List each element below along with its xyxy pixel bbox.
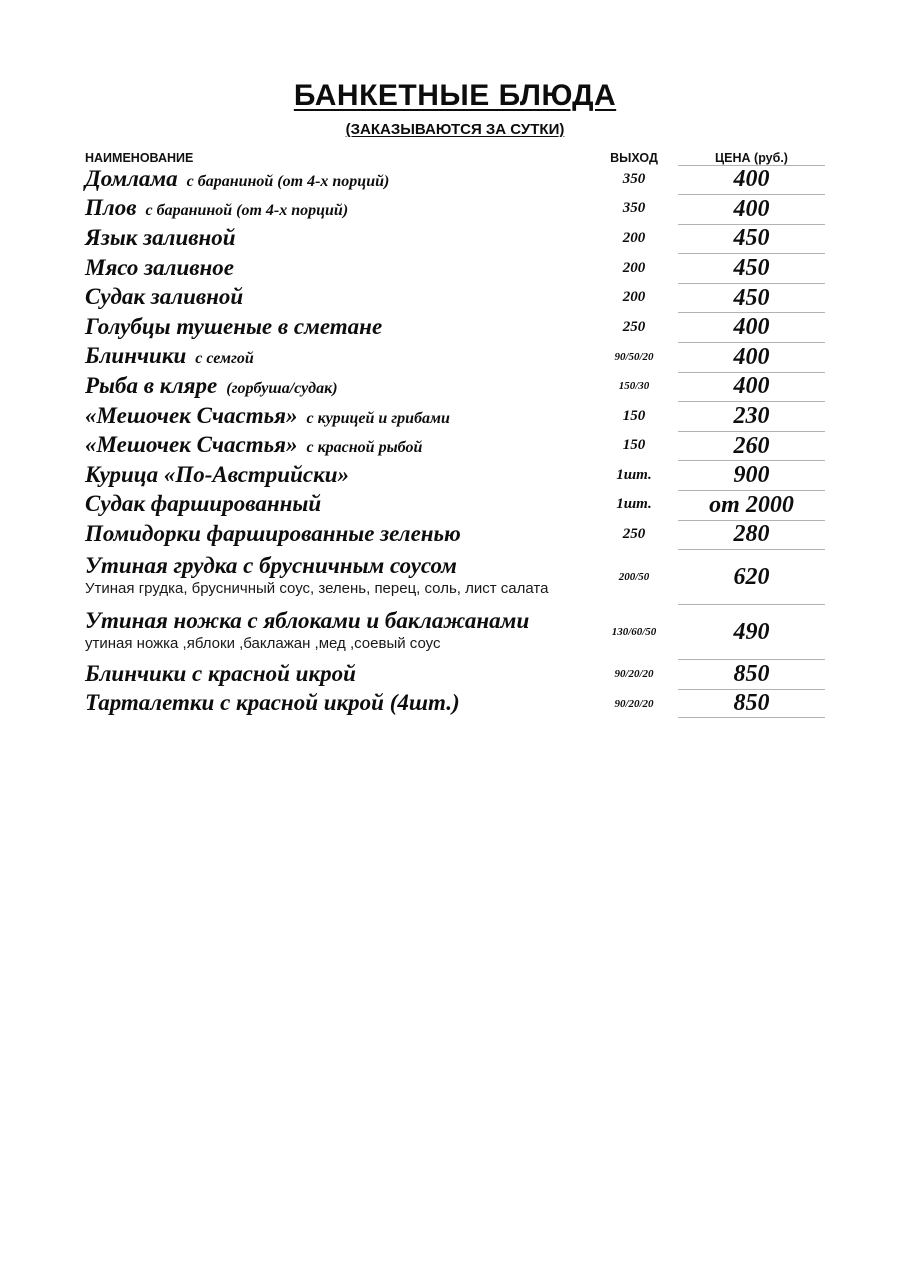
table-row: [85, 372, 825, 402]
dish-modifier: (горбуша/судак): [226, 380, 338, 398]
dish-name-line: [85, 609, 590, 634]
dish-name-line: [85, 433, 590, 458]
menu-content: [85, 80, 825, 718]
portion-value: 250: [622, 318, 646, 335]
dish-name: Домлама: [85, 165, 178, 191]
table-row: [85, 312, 825, 342]
table-row: [85, 283, 825, 313]
dish-name: Курица «По-Австрийски»: [85, 461, 350, 487]
dish-modifier: с красной рыбой: [306, 439, 423, 457]
column-header-name: НАИМЕНОВАНИЕ: [85, 150, 194, 165]
dish-name-cell: [85, 604, 590, 659]
table-row: [85, 490, 825, 520]
price-value: 400: [678, 194, 825, 224]
price-value: 450: [678, 283, 825, 313]
dish-name: Блинчики с красной икрой: [85, 660, 356, 686]
portion-value: 200: [622, 229, 646, 246]
dish-name: Утиная ножка с яблоками и баклажанами: [85, 608, 530, 634]
price-value: 450: [678, 224, 825, 254]
price-value: 490: [678, 604, 825, 659]
price-value: 400: [678, 342, 825, 372]
dish-name-cell: [85, 490, 590, 520]
dish-name-cell: [85, 165, 590, 195]
portion-value: 200/50: [618, 570, 650, 583]
dish-modifier: с курицей и грибами: [306, 409, 450, 427]
table-row: [85, 659, 825, 689]
dish-name-line: [85, 285, 590, 310]
table-header-row: [85, 145, 825, 165]
portion-value: 350: [622, 200, 646, 217]
dish-name: Помидорки фаршированные зеленью: [85, 521, 461, 546]
portion-value: 350: [622, 170, 646, 187]
dish-name-cell: [85, 520, 590, 550]
dish-name: Мясо заливное: [85, 254, 235, 280]
menu-table: [85, 165, 825, 719]
price-value: 850: [678, 659, 825, 689]
price-value: 450: [678, 253, 825, 283]
table-row: [85, 431, 825, 461]
dish-name-cell: [85, 253, 590, 283]
dish-name-line: [85, 404, 590, 429]
table-row: [85, 460, 825, 490]
price-value: 400: [678, 372, 825, 402]
dish-name-cell: [85, 549, 590, 604]
portion-value: 200: [622, 289, 646, 306]
table-row: [85, 165, 825, 195]
dish-name-cell: [85, 689, 590, 719]
dish-name-cell: [85, 342, 590, 372]
dish-name: «Мешочек Счастья»: [85, 402, 298, 428]
table-row: [85, 549, 825, 604]
dish-name-line: [85, 492, 590, 517]
price-value: 230: [678, 401, 825, 431]
dish-description: Утиная грудка, брусничный соус, зелень, перец, соль, лист салата: [85, 580, 549, 598]
dish-name-cell: [85, 194, 590, 224]
dish-name-cell: [85, 224, 590, 254]
dish-name-cell: [85, 401, 590, 431]
portion-value: 250: [622, 525, 646, 542]
dish-name-line: [85, 167, 590, 192]
column-header-price: ЦЕНА (руб.): [715, 150, 788, 165]
price-value: 900: [678, 460, 825, 490]
dish-modifier: с бараниной (от 4-х порций): [145, 202, 349, 220]
table-row: [85, 604, 825, 659]
dish-name-line: [85, 662, 590, 687]
dish-name-line: [85, 522, 590, 547]
dish-name-cell: [85, 431, 590, 461]
table-row: [85, 194, 825, 224]
dish-name-line: [85, 463, 590, 488]
price-value: от 2000: [678, 490, 825, 520]
dish-name-cell: [85, 460, 590, 490]
dish-name-line: [85, 691, 590, 716]
portion-value: 1шт.: [616, 466, 652, 483]
dish-name: Плов: [85, 195, 137, 221]
dish-name-line: [85, 554, 590, 579]
price-value: 260: [678, 431, 825, 461]
table-row: [85, 224, 825, 254]
dish-name: Блинчики: [85, 343, 187, 369]
portion-value: 1шт.: [616, 496, 652, 513]
dish-name-line: [85, 196, 590, 221]
column-header-portion: ВЫХОД: [610, 150, 658, 165]
dish-name: «Мешочек Счастья»: [85, 432, 298, 458]
portion-value: 150/30: [618, 380, 650, 393]
dish-name-cell: [85, 312, 590, 342]
dish-name-line: [85, 256, 590, 281]
table-row: [85, 401, 825, 431]
dish-name: Тарталетки с красной икрой (4шт.): [85, 690, 460, 716]
portion-value: 150: [622, 437, 646, 454]
table-row: [85, 253, 825, 283]
dish-name-cell: [85, 283, 590, 313]
page-subtitle: (ЗАКАЗЫВАЮТСЯ ЗА СУТКИ): [345, 120, 565, 138]
dish-name: Утиная грудка с брусничным соусом: [85, 553, 457, 579]
dish-name-line: [85, 226, 590, 251]
dish-name-cell: [85, 659, 590, 689]
page-title: БАНКЕТНЫЕ БЛЮДА: [293, 79, 617, 112]
price-value: 400: [678, 312, 825, 342]
dish-modifier: с бараниной (от 4-х порций): [186, 172, 390, 190]
dish-name-cell: [85, 372, 590, 402]
price-value: 620: [678, 549, 825, 604]
dish-description: утиная ножка ,яблоки ,баклажан ,мед ,соевый соус: [85, 635, 441, 653]
table-row: [85, 342, 825, 372]
portion-value: 90/50/20: [614, 350, 654, 363]
portion-value: 90/20/20: [614, 668, 654, 681]
dish-name: Язык заливной: [85, 225, 236, 251]
dish-name-line: [85, 315, 590, 340]
portion-value: 90/20/20: [614, 697, 654, 710]
table-row: [85, 689, 825, 719]
dish-name-line: [85, 344, 590, 369]
portion-value: 200: [622, 259, 646, 276]
portion-value: 130/60/50: [611, 625, 657, 638]
dish-modifier: с семгой: [195, 350, 254, 368]
dish-name: Судак фаршированный: [85, 491, 322, 517]
price-value: 850: [678, 689, 825, 719]
price-value: 280: [678, 520, 825, 550]
table-row: [85, 520, 825, 550]
dish-name: Судак заливной: [85, 284, 244, 310]
price-value: 400: [678, 165, 825, 195]
portion-value: 150: [622, 407, 646, 424]
dish-name-line: [85, 374, 590, 399]
dish-name: Голубцы тушеные в сметане: [85, 313, 383, 339]
dish-name: Рыба в кляре: [85, 373, 218, 399]
